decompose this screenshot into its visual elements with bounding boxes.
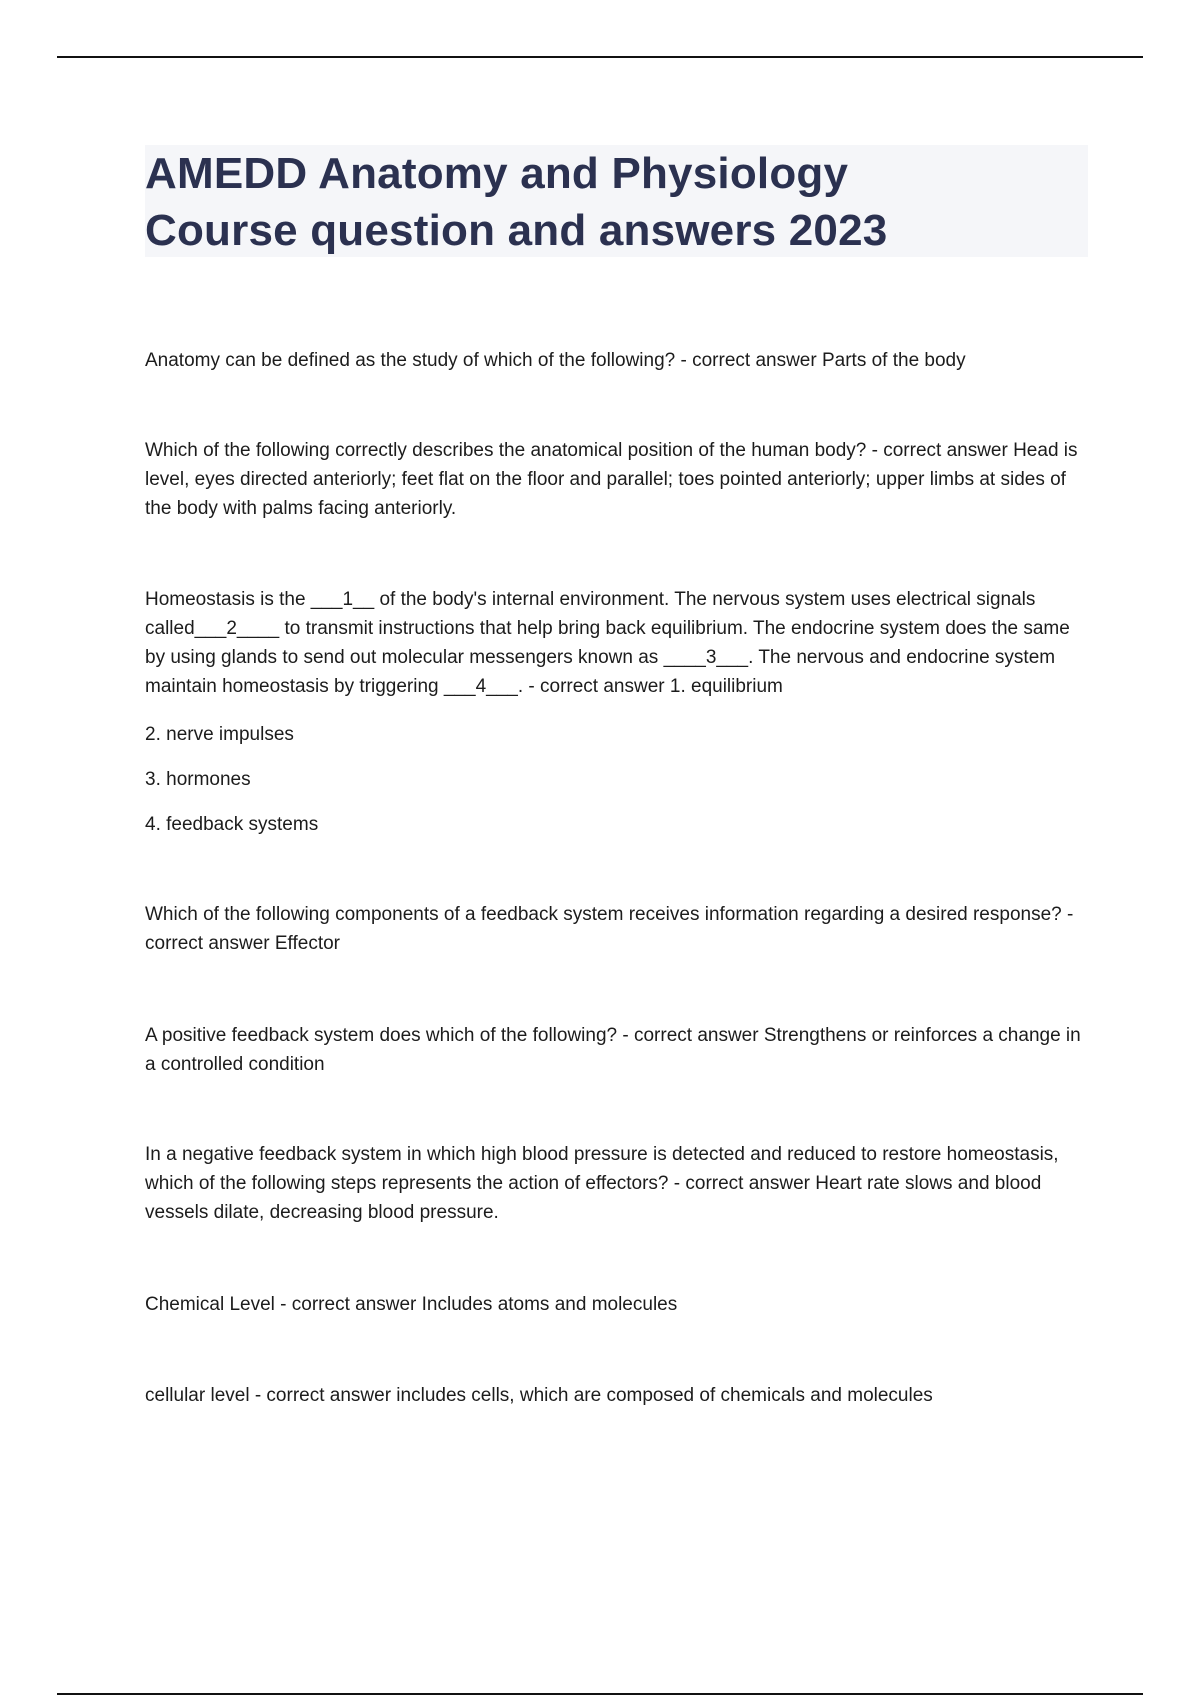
bottom-rule (57, 1693, 1143, 1695)
title-block (145, 145, 1088, 257)
qa-item-8: cellular level - correct answer includes cells, which are composed of chemicals and molecules (145, 1385, 933, 1406)
top-rule (57, 56, 1143, 58)
document-title (145, 145, 1088, 259)
qa-item-7: Chemical Level - correct answer Includes atoms and molecules (145, 1294, 678, 1315)
qa-item-3-answer-2: 2. nerve impulses (145, 724, 294, 745)
qa-item-2: Which of the following correctly describes the anatomical position of the human body? - correct answer Head is level, eyes directed anteriorly; feet flat on the floor and parallel; toes pointed anteriorly; upper limbs at sides of the body with palms facing anteriorly. (145, 440, 1083, 519)
qa-item-3-answer-4: 4. feedback systems (145, 814, 319, 835)
qa-item-6: In a negative feedback system in which high blood pressure is detected and reduced to restore homeostasis, which of the following steps represents the action of effectors? - correct answer Heart rate slows and blood vessels dilate, decreasing blood pressure. (145, 1144, 1064, 1223)
qa-item-3: Homeostasis is the ___1__ of the body's internal environment. The nervous system uses electrical signals called___2____ to transmit instructions that help bring back equilibrium. The endocrine system does the same by using glands to send out molecular messengers known as ____3___. The nervous and endocrine system maintain homeostasis by triggering ___4___. - correct answer 1. equilibrium (145, 589, 1076, 697)
qa-item-4: Which of the following components of a feedback system receives information regarding a desired response? - correct answer Effector (145, 904, 1079, 954)
title-line-1: AMEDD Anatomy and Physiology (145, 149, 849, 198)
qa-item-3-answer-3: 3. hormones (145, 769, 251, 790)
qa-item-5: A positive feedback system does which of the following? - correct answer Strengthens or reinforces a change in a controlled condition (145, 1025, 1086, 1075)
title-line-2: Course question and answers 2023 (145, 206, 888, 255)
qa-item-1: Anatomy can be defined as the study of which of the following? - correct answer Parts of the body (145, 350, 966, 371)
